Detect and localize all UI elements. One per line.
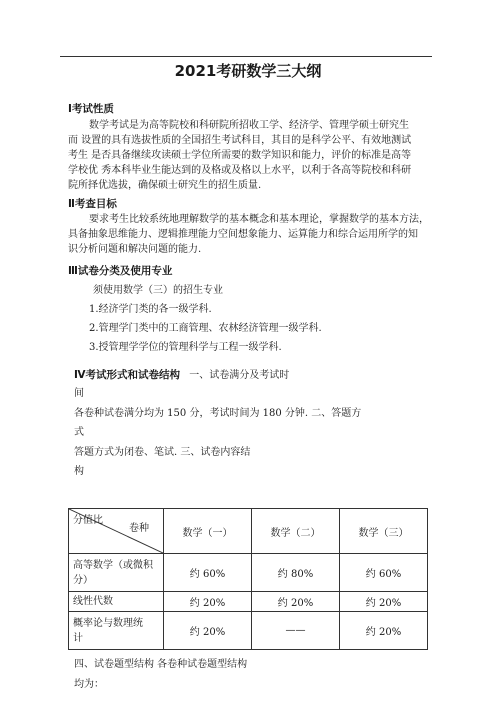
- paragraph-line: 院所择优选拔，确保硕士研究生的招生质量.: [68, 180, 262, 191]
- table-cell: 约 20%: [340, 592, 428, 612]
- row-label-line: 分）: [73, 574, 93, 586]
- section-3-body: [89, 281, 322, 357]
- section-4-body: [74, 384, 361, 482]
- table-cell: 约 20%: [340, 612, 428, 650]
- corner-label-left: 分值比: [73, 515, 103, 526]
- row-label: [69, 612, 164, 650]
- table-row: [69, 612, 428, 650]
- table-cell: 约 80%: [252, 554, 340, 592]
- table-row: [69, 554, 428, 592]
- row-label-line: 概率论与数理统: [73, 617, 143, 629]
- table-cell: 约 20%: [252, 592, 340, 612]
- paragraph-line: 要求考生比较系统地理解数学的基本概念和基本理论，掌握数学的基本方法，: [89, 214, 429, 225]
- row-label-line: 高等数学（或微积: [73, 559, 153, 571]
- table-cell: 约 20%: [164, 592, 252, 612]
- table-header-row: [69, 509, 428, 554]
- section-2-heading: Ⅱ考查目标: [68, 198, 117, 210]
- paragraph-line: 学校优 秀本科毕业生能达到的及格或及格以上水平，以利于各高等院校和科研: [68, 165, 412, 176]
- section-1-body: [68, 118, 411, 193]
- row-label: [69, 592, 164, 612]
- paragraph-line: 识分析问题和解决问题的能力.: [68, 244, 202, 255]
- paragraph-line: 间: [74, 388, 84, 399]
- column-header: 数学（三）: [340, 509, 428, 554]
- table-cell: 约 60%: [340, 554, 428, 592]
- row-label-line: 线性代数: [73, 596, 113, 607]
- section-4-heading-tail: 一、试卷满分及考试时: [189, 370, 290, 381]
- list-item: 1.经济学门类的各一级学科.: [89, 304, 212, 315]
- paragraph-line: 式: [74, 427, 84, 438]
- row-label-line: 计: [73, 632, 83, 644]
- table-cell: 约 20%: [164, 612, 252, 650]
- section-2-body: [68, 212, 429, 257]
- paragraph-line: 各卷种试卷满分均为 150 分，考试时间为 180 分钟. 二、答题方: [74, 407, 362, 419]
- paragraph-line: 四、试卷题型结构 各卷种试卷题型结构: [74, 659, 248, 670]
- paragraph-line: 构: [74, 466, 84, 477]
- content-structure-table: [68, 508, 428, 650]
- paragraph-line: 具备抽象思维能力、逻辑推理能力空间想象能力、运算能力和综合运用所学的知: [68, 229, 418, 240]
- table-cell: ——: [252, 612, 340, 650]
- section-4-continued: [74, 655, 247, 695]
- paragraph-line: 须使用数学（三）的招生专业: [93, 285, 223, 296]
- list-item: 3.授管理学学位的管理科学与工程一级学科.: [89, 342, 282, 353]
- section-1-heading: Ⅰ考试性质: [68, 103, 114, 115]
- list-item: 2.管理学门类中的工商管理、农林经济管理一级学科.: [89, 323, 322, 334]
- section-4-heading-line: [74, 366, 289, 382]
- section-4-heading: Ⅳ考试形式和试卷结构: [74, 369, 181, 381]
- table-cell: 约 60%: [164, 554, 252, 592]
- page-title: 2021考研数学三大纲: [174, 62, 322, 80]
- paragraph-line: 数学考试是为高等院校和科研院所招收工学、经济学、管理学硕士研究生: [89, 120, 409, 131]
- corner-label-right: 卷种: [129, 523, 149, 534]
- section-3-heading: Ⅲ试卷分类及使用专业: [68, 265, 173, 277]
- paragraph-line: 而 设置的具有选拔性质的全国招生考试科目，其目的是科学公平、有效地测试: [68, 135, 412, 146]
- table-corner-cell: [69, 509, 164, 554]
- header-rule: [60, 56, 432, 57]
- column-header: 数学（一）: [164, 509, 252, 554]
- column-header: 数学（二）: [252, 509, 340, 554]
- paragraph-line: 考生 是否具备继续攻读硕士学位所需要的数学知识和能力，评价的标准是高等: [68, 150, 412, 161]
- paragraph-line: 均为：: [74, 679, 104, 690]
- paragraph-line: 答题方式为闭卷、笔试. 三、试卷内容结: [74, 446, 251, 458]
- table-row: [69, 592, 428, 612]
- row-label: [69, 554, 164, 592]
